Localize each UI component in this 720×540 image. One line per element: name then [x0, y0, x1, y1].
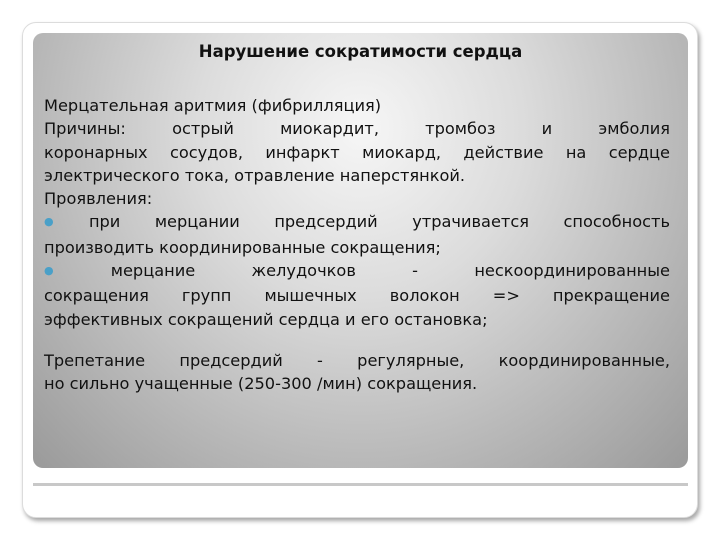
slide-body	[44, 94, 670, 396]
slide-title: Нарушение сократимости сердца	[198, 42, 523, 61]
bullet-icon: ●	[44, 264, 105, 278]
bullet-item	[44, 210, 670, 235]
bullet-icon: ●	[44, 215, 83, 229]
text-line: сокращения групп мышечных волокон => прекращение	[44, 286, 670, 306]
text-line: электрического тока, отравление наперстянкой.	[44, 165, 466, 185]
bullet-text: при мерцании предсердий утрачивается способность	[88, 212, 670, 232]
text-line: эффективных сокращений сердца и его остановка;	[44, 309, 488, 329]
bullet-item	[44, 259, 670, 284]
text-line: Мерцательная аритмия (фибрилляция)	[44, 96, 382, 115]
text-line: Трепетание предсердий - регулярные, координированные,	[44, 350, 670, 370]
text-line: Причины: острый миокардит, тромбоз и эмболия	[44, 119, 670, 139]
slide-divider	[33, 483, 688, 486]
text-line: коронарных сосудов, инфаркт миокард, действие на сердце	[44, 142, 670, 162]
text-line: Проявления:	[44, 189, 153, 209]
text-line: но сильно учащенные (250-300 /мин) сокращения.	[44, 374, 478, 394]
bullet-text: мерцание желудочков - нескоординированные	[110, 261, 670, 281]
text-line: производить координированные сокращения;	[44, 237, 441, 257]
